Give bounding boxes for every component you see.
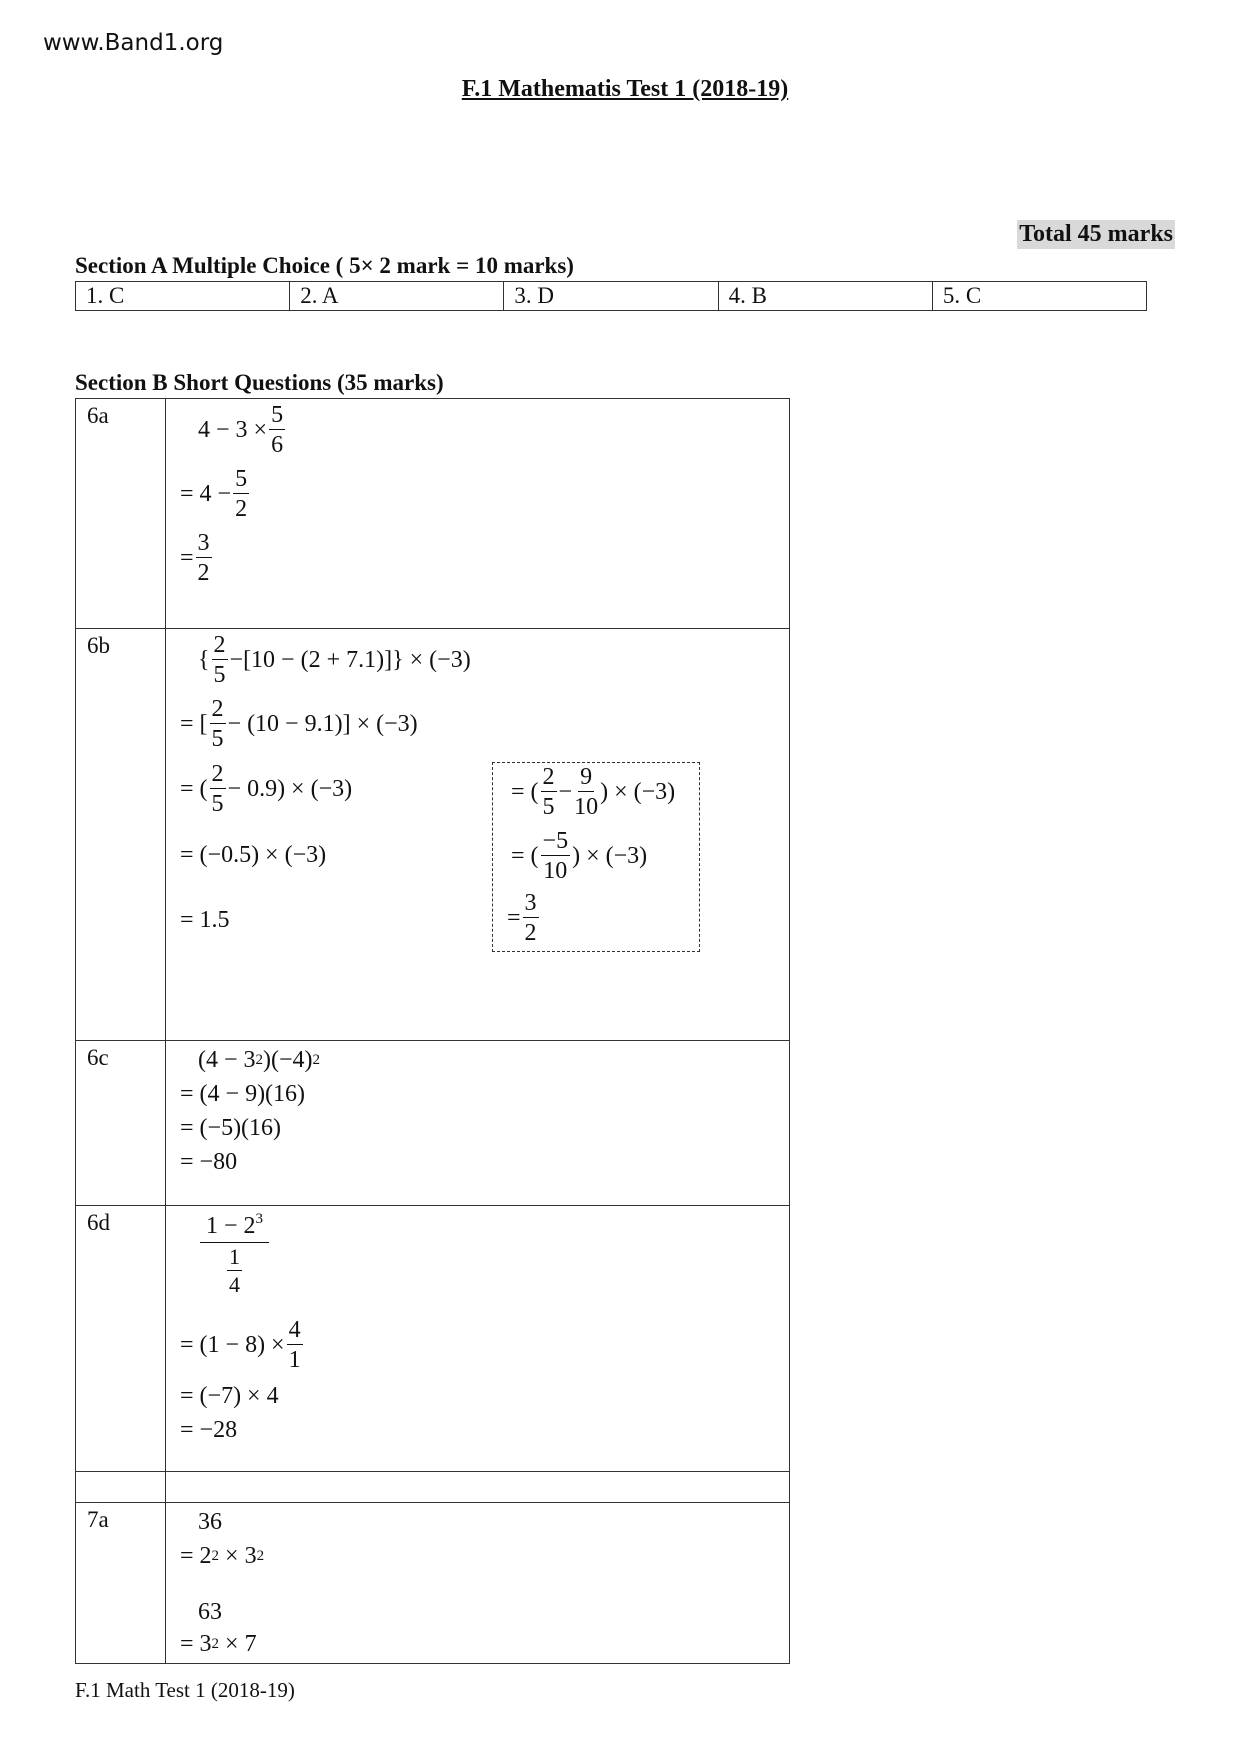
math-line: [180, 697, 418, 751]
section-b-heading: Section B Short Questions (35 marks): [75, 370, 444, 395]
math-line: [180, 1318, 305, 1372]
mc-answer: 1. C: [76, 282, 290, 310]
mc-answer: 5. C: [942, 283, 982, 308]
question-label: 7a: [76, 1503, 166, 1663]
site-watermark: www.Band1.org: [43, 30, 224, 56]
empty-label-cell: [76, 1472, 166, 1502]
question-row-7a: [76, 1503, 789, 1663]
expr: = (1 − 8) ×: [180, 1331, 285, 1358]
expr: − (10 − 9.1)] × (−3): [227, 710, 418, 737]
math-line: = (−7) × 4: [180, 1383, 279, 1409]
math-line: [198, 1212, 271, 1296]
math-line: [180, 467, 251, 521]
expr: = (: [511, 842, 539, 869]
expr: = 2: [180, 1543, 212, 1569]
fraction: $\frac{2}{5}$: [211, 696, 224, 752]
exponent: 2: [211, 1548, 220, 1564]
expr: × 7: [219, 1631, 257, 1657]
question-label: 6c: [76, 1041, 166, 1205]
fraction: $\frac{2}{5}$: [213, 632, 226, 688]
fraction: $\frac{9}{10}$: [574, 764, 599, 820]
exponent: 2: [255, 1052, 264, 1068]
expr: ) × (−3): [572, 842, 648, 869]
blank-row: [76, 1472, 789, 1503]
question-label: 6a: [76, 399, 166, 628]
solution-cell: [166, 629, 789, 1040]
alternative-method-box: [492, 762, 700, 952]
solution-cell: [166, 399, 789, 628]
exponent: 2: [211, 1636, 220, 1652]
expr: = (: [511, 778, 539, 805]
fraction: $\frac{5}{6}$: [271, 402, 284, 458]
expr: {: [198, 646, 210, 673]
math-line: [511, 829, 647, 883]
math-line: = (4 − 9)(16): [180, 1081, 306, 1107]
fraction: $\frac{3}{2}$: [197, 530, 210, 586]
expr: (4 − 3: [198, 1047, 256, 1073]
math-line: 36: [198, 1509, 222, 1535]
fraction: $\frac{-5}{10}$: [542, 828, 569, 884]
expr: = (: [180, 775, 208, 802]
section-a-heading: Section A Multiple Choice ( 5× 2 mark = 10 marks): [75, 253, 574, 278]
question-row-6c: [76, 1041, 789, 1206]
mc-answer: 4. B: [719, 282, 933, 310]
solution-cell: [166, 1041, 789, 1205]
complex-fraction: $\frac{1 - 2^3}{\frac{1}{4}}$: [200, 1212, 269, 1296]
question-row-6a: [76, 399, 789, 629]
fraction: $\frac{3}{2}$: [524, 890, 537, 946]
math-line: = (−5)(16): [180, 1115, 282, 1141]
math-line: 63: [198, 1599, 222, 1625]
solution-cell: [166, 1206, 789, 1471]
expr: =: [180, 544, 194, 571]
expr: )(−4): [263, 1047, 313, 1073]
math-line: = −80: [180, 1149, 238, 1175]
solution-cell: [166, 1503, 789, 1663]
question-row-6d: [76, 1206, 789, 1472]
expr: ) × (−3): [600, 778, 676, 805]
exponent: 2: [256, 1548, 265, 1564]
mc-answer: 2. A: [290, 282, 504, 310]
math-line: [180, 762, 352, 816]
math-line: [198, 403, 287, 457]
math-line: [198, 633, 471, 687]
math-line: [180, 531, 214, 585]
math-line: = 1.5: [180, 907, 230, 933]
math-line: [180, 1543, 264, 1570]
math-line: [180, 1631, 257, 1658]
fraction: $\frac{4}{1}$: [288, 1317, 301, 1373]
question-label: 6b: [76, 629, 166, 1040]
question-label: 6d: [76, 1206, 166, 1471]
expr: −: [558, 778, 573, 805]
mc-answer-table: [75, 281, 1147, 311]
expr: = [: [180, 710, 208, 737]
math-line: = (−0.5) × (−3): [180, 842, 327, 868]
expr: × 3: [219, 1543, 257, 1569]
math-line: = −28: [180, 1417, 238, 1443]
expr: = 3: [180, 1631, 212, 1657]
page-footer: F.1 Math Test 1 (2018-19): [75, 1678, 295, 1702]
expr: − 0.9) × (−3): [227, 775, 353, 802]
mc-answer: 3. D: [504, 282, 718, 310]
expr: =: [507, 904, 521, 931]
exponent: 2: [312, 1052, 321, 1068]
expr: 4 − 3 ×: [198, 416, 268, 443]
math-line: [198, 1047, 320, 1074]
expr: −[10 − (2 + 7.1)]} × (−3): [229, 646, 471, 673]
total-marks: Total 45 marks: [1019, 221, 1173, 247]
fraction: $\frac{2}{5}$: [542, 764, 555, 820]
math-line: [507, 891, 541, 945]
page-title: F.1 Mathematis Test 1 (2018-19): [461, 76, 789, 102]
expr: = 4 −: [180, 480, 232, 507]
math-line: [511, 765, 675, 819]
short-questions-table: [75, 398, 790, 1664]
empty-cell: [166, 1472, 789, 1502]
fraction: $\frac{2}{5}$: [211, 761, 224, 817]
fraction: $\frac{5}{2}$: [235, 466, 248, 522]
question-row-6b: [76, 629, 789, 1041]
